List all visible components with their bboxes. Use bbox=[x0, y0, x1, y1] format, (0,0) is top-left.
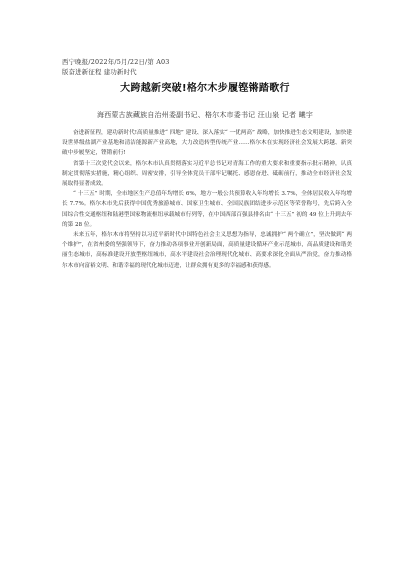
article-paragraph: 奋进新征程，建功新时代!高质量推进“ 四地” 建设、深入落实“ 一优两高” 战略，加快推进生态文明建设，加快建设世界级盐湖产业基地和清洁能源新产业高地，大力改造转型传统产业……格尔木在实现经济社会发展大跨越、新突破中步履坚定，铿锵前行! bbox=[62, 130, 352, 157]
article-paragraph: 省第十三次党代会以来，格尔木市认真贯彻落实习近平总书记对青海工作的重大要求和重要指示批示精神，认真制定贯彻落实措施，精心组织、周密安排，引导全体党员干部牢记嘱托、感恩奋进、砥砺前行，推动全市经济社会发展取得显著成效。 bbox=[62, 160, 352, 188]
article-paragraph: 未来五年，格尔木市将坚持以习近平新时代中国特色社会主义思想为指导，忠诚拥护“ 两个确立”，坚决做到“ 两个维护”，在省州委的坚强领导下，奋力推动各项事业开创新局面，高质量建设循环产业示范城市，高品质建设和谐美丽生态城市，高标准建设开放型枢纽城市，高水平建设社会治理现代化城市、高要求深化全面从严治党，奋力推动格尔木市向富裕文明、和谐幸福的现代化城市迈进，让群众拥有更多的幸福感和获得感。 bbox=[62, 232, 352, 269]
article-paragraph: “ 十三五” 时期，全市地区生产总值年均增长 6%，地方一般公共预算收入年均增长 3.7%，全体居民收入年均增长 7.7%。格尔木市先后获得中国优秀旅游城市、国家卫生城市、全国民族团结进步示范区等荣誉称号，先后跨入全国综合性交通枢纽和陆港型国家物流枢纽承载城市行列等，在中国西部百强县排名由“ 十三五” 初的 49 位上升到去年的第 28 位。 bbox=[62, 191, 352, 228]
article-title: 大跨越新突破!格尔木步履铿锵踏歌行 bbox=[120, 83, 290, 94]
publication-section: 版奋进新征程 建功新时代 bbox=[62, 68, 137, 76]
publication-source: 西宁晚报/2022年/5月/22日/第 A03 bbox=[62, 58, 170, 66]
article-byline: 海西蒙古族藏族自治州委副书记、格尔木市委书记 汪山泉 记者 曦宇 bbox=[96, 111, 314, 119]
article-body bbox=[62, 128, 352, 271]
publication-meta bbox=[62, 57, 170, 77]
